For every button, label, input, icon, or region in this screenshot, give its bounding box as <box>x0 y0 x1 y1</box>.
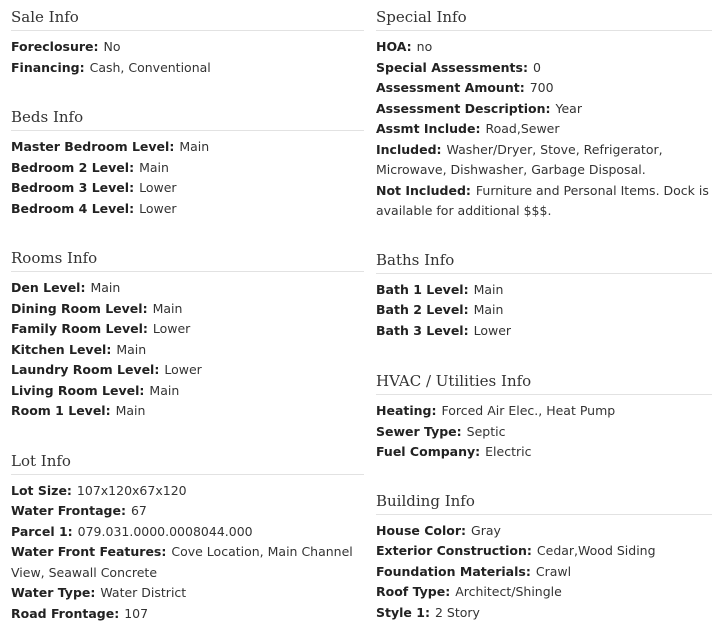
field-label: Style 1 : <box>376 605 430 620</box>
field-financing <box>11 58 364 79</box>
field-heating <box>376 401 712 422</box>
field-label: House Color : <box>376 523 466 538</box>
section-title: Special Info <box>376 0 712 31</box>
field-label: Bedroom 4 Level : <box>11 201 134 216</box>
field-label: Master Bedroom Level : <box>11 139 174 154</box>
field-label: Room 1 Level : <box>11 403 111 418</box>
field-label: Sewer Type : <box>376 424 462 439</box>
field-label: Bedroom 3 Level : <box>11 180 134 195</box>
section-title: Sale Info <box>11 0 364 31</box>
field-room-1-level <box>11 401 364 422</box>
field-included <box>376 140 712 181</box>
field-value: Main <box>139 159 169 175</box>
field-value: Main <box>179 139 210 154</box>
field-label: Not Included : <box>376 183 471 198</box>
field-value: No <box>103 39 121 54</box>
section-title: Baths Info <box>376 243 712 274</box>
field-value: Architect/Shingle <box>455 584 562 599</box>
field-list <box>11 475 364 625</box>
field-value: Crawl <box>535 563 572 579</box>
field-value: 0 <box>532 59 541 75</box>
section-title: Rooms Info <box>11 241 364 272</box>
field-den-level <box>11 278 364 299</box>
field-value: Cedar,Wood Siding <box>536 543 656 558</box>
field-fuel-company <box>376 442 712 463</box>
field-bath-3-level <box>376 321 712 342</box>
field-value: Electric <box>485 444 532 459</box>
field-exterior-construction <box>376 541 712 562</box>
field-bedroom-2-level <box>11 158 364 179</box>
field-value: Main <box>149 382 180 398</box>
field-value: Year <box>555 100 582 116</box>
field-master-bedroom-level <box>11 137 364 158</box>
section-hvac-utilities-info <box>376 364 712 463</box>
field-value: 107 <box>124 605 149 621</box>
field-assmt-include <box>376 119 712 140</box>
field-road-frontage <box>11 604 364 625</box>
field-label: Assmt Include : <box>376 121 480 136</box>
field-hoa <box>376 37 712 58</box>
field-list <box>11 31 364 78</box>
field-label: Dining Room Level : <box>11 301 148 316</box>
field-label: Exterior Construction : <box>376 543 532 558</box>
field-value: 107x120x67x120 <box>76 482 187 498</box>
field-label: Laundry Room Level : <box>11 362 159 377</box>
field-value: no <box>416 39 433 54</box>
field-label: Foundation Materials : <box>376 564 531 579</box>
field-label: Kitchen Level : <box>11 342 111 357</box>
field-value: Main <box>152 300 183 316</box>
field-water-front-features <box>11 542 364 583</box>
field-value: Main <box>116 341 147 357</box>
section-sale-info <box>11 0 364 78</box>
field-value: 2 Story <box>434 604 480 620</box>
field-bedroom-3-level <box>11 178 364 199</box>
field-label: HOA : <box>376 39 412 54</box>
field-label: Lot Size : <box>11 483 72 498</box>
field-value: 700 <box>529 80 554 95</box>
field-label: Living Room Level : <box>11 383 144 398</box>
field-label: Bath 2 Level : <box>376 302 469 317</box>
field-bath-2-level <box>376 300 712 321</box>
field-bath-1-level <box>376 280 712 301</box>
field-label: Family Room Level : <box>11 321 148 336</box>
field-label: Assessment Amount : <box>376 80 525 95</box>
field-kitchen-level <box>11 340 364 361</box>
field-list <box>376 515 712 624</box>
field-not-included <box>376 181 712 222</box>
field-value: Water District <box>100 585 187 600</box>
field-label: Special Assessments : <box>376 60 528 75</box>
section-rooms-info <box>11 241 364 422</box>
field-label: Water Type : <box>11 585 95 600</box>
field-value: Lower <box>139 200 177 216</box>
field-value: Gray <box>471 522 501 538</box>
field-label: Parcel 1 : <box>11 524 73 539</box>
field-value: Cove Location, Main Channel View, Seawall Concrete <box>11 544 353 580</box>
field-list <box>11 131 364 219</box>
field-laundry-room-level <box>11 360 364 381</box>
field-label: Bath 1 Level : <box>376 282 469 297</box>
field-style-1 <box>376 603 712 624</box>
field-label: Water Frontage : <box>11 503 126 518</box>
field-label: Foreclosure : <box>11 39 99 54</box>
field-label: Fuel Company : <box>376 444 480 459</box>
field-value: Forced Air Elec., Heat Pump <box>441 403 616 418</box>
field-value: Main <box>90 280 121 295</box>
field-value: Road,Sewer <box>485 121 560 136</box>
field-bedroom-4-level <box>11 199 364 220</box>
field-list <box>376 274 712 342</box>
field-value: 079.031.0000.0008044.000 <box>77 523 253 539</box>
section-baths-info <box>376 243 712 342</box>
field-label: Assessment Description : <box>376 101 551 116</box>
left-column <box>11 0 364 624</box>
field-label: Road Frontage : <box>11 606 119 621</box>
field-value: Lower <box>139 180 177 195</box>
field-value: Cash, Conventional <box>89 59 211 75</box>
field-foreclosure <box>11 37 364 58</box>
field-label: Heating : <box>376 403 436 418</box>
field-water-type <box>11 583 364 604</box>
field-assessment-amount <box>376 78 712 99</box>
field-foundation-materials <box>376 562 712 583</box>
field-house-color <box>376 521 712 542</box>
field-value: Septic <box>466 423 506 439</box>
field-value: Main <box>473 281 504 297</box>
field-label: Water Front Features : <box>11 544 166 559</box>
field-assessment-description <box>376 99 712 120</box>
field-family-room-level <box>11 319 364 340</box>
field-roof-type <box>376 582 712 603</box>
field-label: Roof Type : <box>376 584 450 599</box>
field-label: Financing : <box>11 60 85 75</box>
right-column <box>376 0 712 623</box>
section-building-info <box>376 484 712 624</box>
section-title: Building Info <box>376 484 712 515</box>
field-list <box>376 395 712 463</box>
field-label: Included : <box>376 142 442 157</box>
field-value: Lower <box>152 321 191 336</box>
section-beds-info <box>11 100 364 219</box>
section-special-info <box>376 0 712 222</box>
field-value: Main <box>473 302 504 317</box>
field-list <box>11 272 364 422</box>
field-list <box>376 31 712 222</box>
field-parcel-1 <box>11 522 364 543</box>
section-lot-info <box>11 444 364 625</box>
field-sewer-type <box>376 422 712 443</box>
field-label: Bedroom 2 Level : <box>11 160 134 175</box>
field-value: 67 <box>130 503 147 518</box>
field-lot-size <box>11 481 364 502</box>
section-title: HVAC / Utilities Info <box>376 364 712 395</box>
field-value: Furniture and Personal Items. Dock is available for additional $$$. <box>376 182 709 218</box>
section-title: Beds Info <box>11 100 364 131</box>
field-dining-room-level <box>11 299 364 320</box>
field-value: Lower <box>164 362 202 377</box>
field-special-assessments <box>376 58 712 79</box>
field-value: Lower <box>473 322 512 338</box>
field-label: Bath 3 Level : <box>376 323 469 338</box>
field-value: Washer/Dryer, Stove, Refrigerator, Microwave, Dishwasher, Garbage Disposal. <box>376 141 663 177</box>
field-water-frontage <box>11 501 364 522</box>
section-title: Lot Info <box>11 444 364 475</box>
field-living-room-level <box>11 381 364 402</box>
field-value: Main <box>115 403 146 418</box>
field-label: Den Level : <box>11 280 85 295</box>
